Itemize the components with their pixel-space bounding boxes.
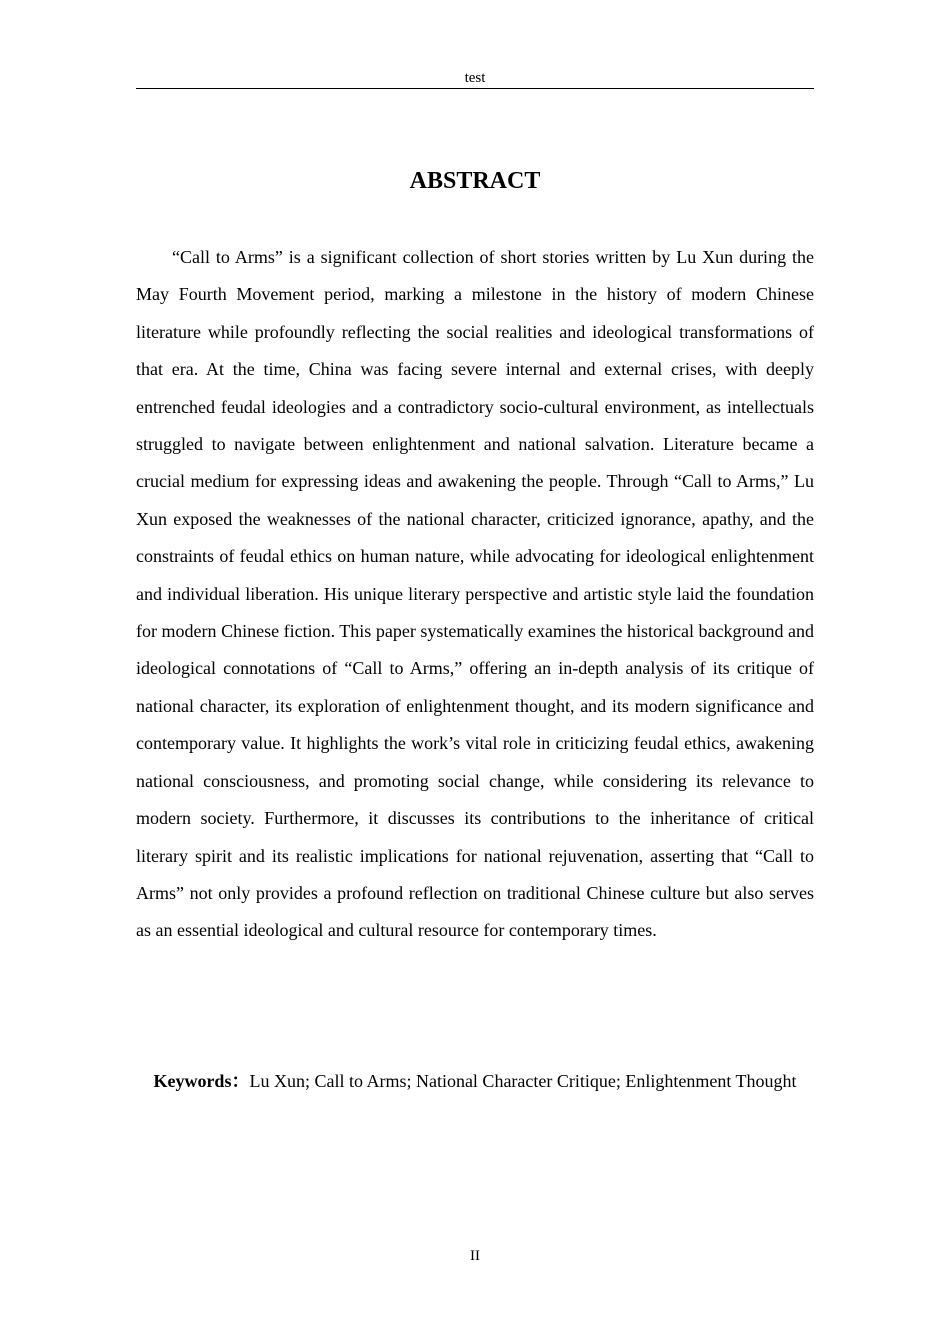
page-number: II [470,1248,480,1264]
keywords-label: Keywords： [153,1071,250,1091]
keywords-line [136,1066,814,1097]
header-rule [136,88,814,89]
abstract-title: ABSTRACT [409,168,541,194]
running-header: test [464,70,486,86]
abstract-body: “Call to Arms” is a significant collection of short stories written by Lu Xun during the May Fourth Movement period, marking a milestone in the history of modern Chinese literature while profoundly reflecting the social realities and ideological transformations of that era. At the time, China was facing severe internal and external crises, with deeply entrenched feudal ideologies and a contradictory socio-cultural environment, as intellectuals struggled to navigate between enlightenment and national salvation. Literature became a crucial medium for expressing ideas and awakening the people. Through “Call to Arms,” Lu Xun exposed the weaknesses of the national character, criticized ignorance, apathy, and the constraints of feudal ethics on human nature, while advocating for ideological enlightenment and individual liberation. His unique literary perspective and artistic style laid the foundation for modern Chinese fiction. This paper systematically examines the historical background and ideological connotations of “Call to Arms,” offering an in-depth analysis of its critique of national character, its exploration of enlightenment thought, and its modern significance and contemporary value. It highlights the work’s vital role in criticizing feudal ethics, awakening national consciousness, and promoting social change, while considering its relevance to modern society. Furthermore, it discusses its contributions to the inheritance of critical literary spirit and its realistic implications for national rejuvenation, asserting that “Call to Arms” not only provides a profound reflection on traditional Chinese culture but also serves as an essential ideological and cultural resource for contemporary times. [136,247,814,941]
keywords-text: Lu Xun; Call to Arms; National Character Critique; Enlightenment Thought [249,1071,797,1091]
